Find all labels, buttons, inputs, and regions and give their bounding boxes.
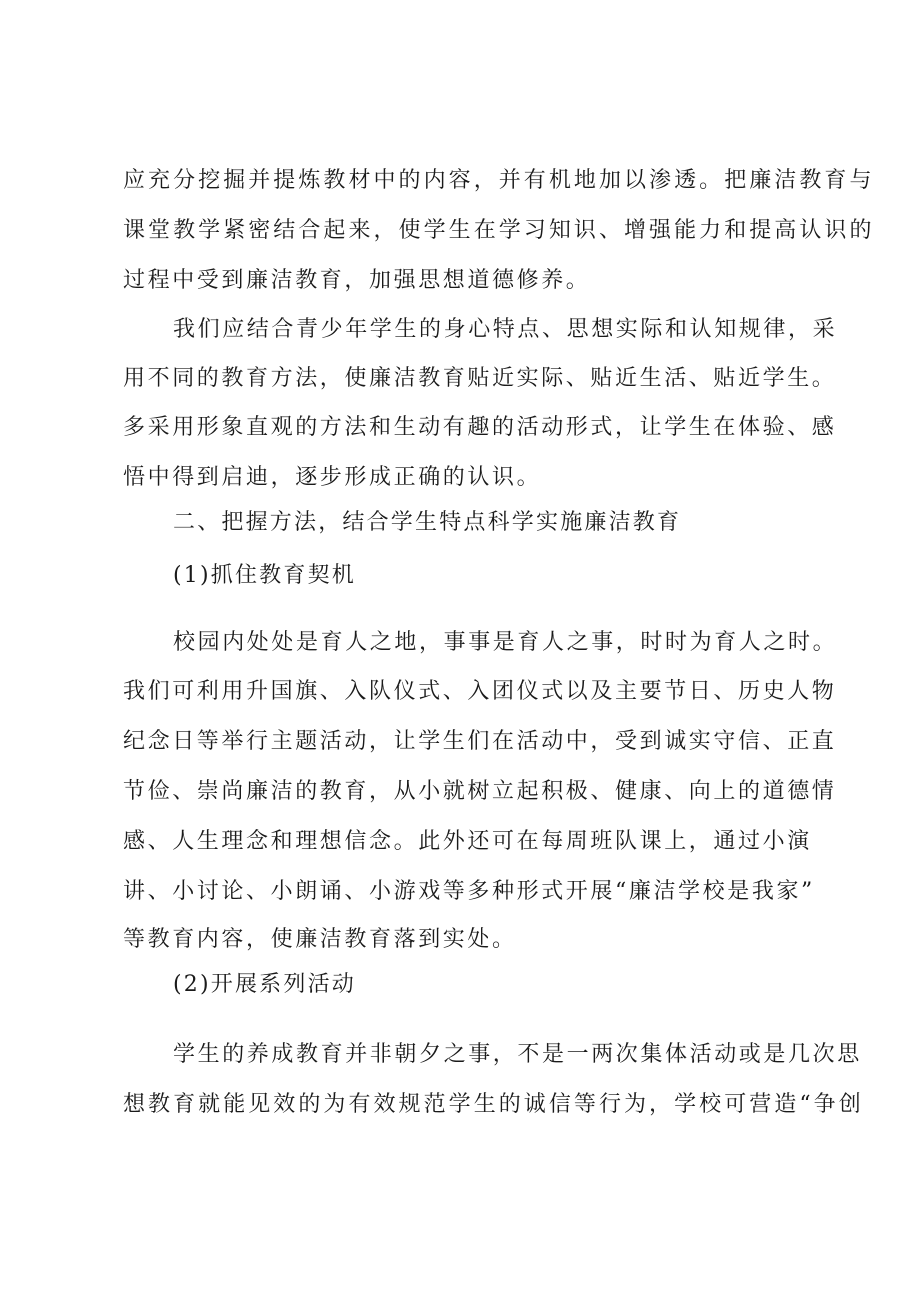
text-line: 应充分挖掘并提炼教材中的内容，并有机地加以渗透。把廉洁教育与	[123, 168, 875, 193]
text-line: 学生的养成教育并非朝夕之事，不是一两次集体活动或是几次思	[173, 1042, 862, 1067]
text-line: 讲、小讨论、小朗诵、小游戏等多种形式开展“廉洁学校是我家”	[123, 879, 815, 904]
text-line: 感、人生理念和理想信念。此外还可在每周班队课上，通过小演	[123, 829, 812, 854]
text-line: 纪念日等举行主题活动，让学生们在活动中，受到诚实守信、正直	[123, 729, 837, 754]
text-line: 我们可利用升国旗、入队仪式、入团仪式以及主要节日、历史人物	[123, 679, 837, 704]
section-heading: 二、把握方法，结合学生特点科学实施廉洁教育	[173, 510, 682, 535]
text-line: 节俭、崇尚廉洁的教育，从小就树立起积极、健康、向上的道德情	[123, 779, 837, 804]
subsection-heading: (1)抓住教育契机	[173, 563, 356, 588]
text-line: 多采用形象直观的方法和生动有趣的活动形式，让学生在体验、感	[123, 415, 837, 440]
text-line: 校园内处处是育人之地，事事是育人之事，时时为育人之时。	[173, 630, 838, 655]
text-line: 过程中受到廉洁教育，加强思想道德修养。	[123, 268, 591, 293]
text-line: 想教育就能见效的为有效规范学生的诚信等行为，学校可营造“争创	[123, 1092, 864, 1117]
text-line: 悟中得到启迪，逐步形成正确的认识。	[123, 465, 542, 490]
text-line: 我们应结合青少年学生的身心特点、思想实际和认知规律，采	[173, 317, 838, 342]
text-line: 课堂教学紧密结合起来，使学生在学习知识、增强能力和提高认识的	[123, 218, 875, 243]
text-line: 用不同的教育方法，使廉洁教育贴近实际、贴近生活、贴近学生。	[123, 366, 837, 391]
text-line: 等教育内容，使廉洁教育落到实处。	[123, 927, 517, 952]
subsection-heading: (2)开展系列活动	[173, 972, 356, 997]
